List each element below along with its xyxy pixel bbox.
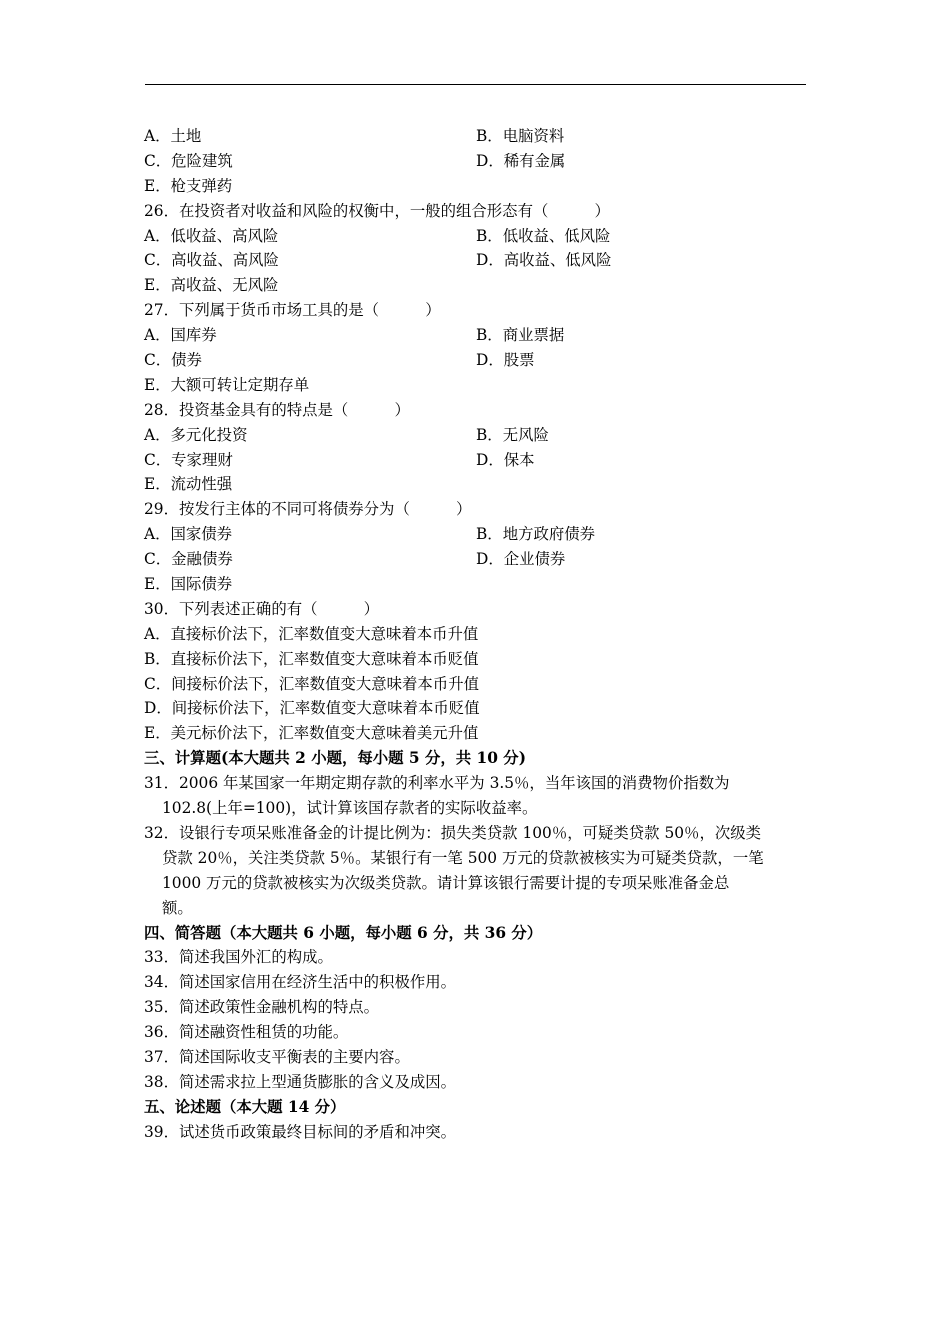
question-32-line-2: 贷款 20％，关注类贷款 5％。某银行有一笔 500 万元的贷款被核实为可疑类贷款，一笔 xyxy=(162,848,764,867)
header-rule xyxy=(145,84,806,85)
question-29-stem: 29．按发行主体的不同可将债券分为（ ） xyxy=(144,500,472,519)
q29-option-e: E．国际债券 xyxy=(144,575,233,594)
option-row xyxy=(144,248,808,273)
q27-option-a: A．国库券 xyxy=(144,326,217,345)
q29-option-c: C．金融债券 xyxy=(144,550,233,569)
question-32-line-4: 额。 xyxy=(162,898,193,917)
q28-option-b: B．无风险 xyxy=(476,425,549,444)
question-33: 33．简述我国外汇的构成。 xyxy=(144,948,333,967)
q30-option-e: E．美元标价法下，汇率数值变大意味着美元升值 xyxy=(144,724,479,743)
question-39: 39．试述货币政策最终目标间的矛盾和冲突。 xyxy=(144,1122,457,1141)
q29-option-a: A．国家债券 xyxy=(144,525,233,544)
question-35: 35．简述政策性金融机构的特点。 xyxy=(144,998,380,1017)
question-28-stem: 28．投资基金具有的特点是（ ） xyxy=(144,400,410,419)
q26-option-d: D．高收益、低风险 xyxy=(476,251,612,270)
option-row xyxy=(144,547,808,572)
option-row xyxy=(144,224,808,249)
option-e: E．枪支弹药 xyxy=(144,176,233,195)
q26-option-b: B．低收益、低风险 xyxy=(476,226,611,245)
q27-option-e: E．大额可转让定期存单 xyxy=(144,375,310,394)
q29-option-d: D．企业债券 xyxy=(476,550,566,569)
question-31-line-2: 102.8(上年=100)，试计算该国存款者的实际收益率。 xyxy=(162,799,538,818)
question-27-stem: 27．下列属于货币市场工具的是（ ） xyxy=(144,301,441,320)
exam-page xyxy=(144,124,808,1145)
option-row xyxy=(144,323,808,348)
question-32-line-1: 32．设银行专项呆账准备金的计提比例为：损失类贷款 100％，可疑类贷款 50％，次级类 xyxy=(144,823,762,842)
option-row xyxy=(144,124,808,149)
q26-option-e: E．高收益、无风险 xyxy=(144,276,279,295)
question-34: 34．简述国家信用在经济生活中的积极作用。 xyxy=(144,973,457,992)
option-row xyxy=(144,149,808,174)
q27-option-c: C．债券 xyxy=(144,351,202,370)
q27-option-d: D．股票 xyxy=(476,351,535,370)
option-row xyxy=(144,448,808,473)
option-c: C．危险建筑 xyxy=(144,151,233,170)
section-3-heading: 三、计算题(本大题共 2 小题，每小题 5 分，共 10 分) xyxy=(144,749,526,768)
question-30-stem: 30．下列表述正确的有（ ） xyxy=(144,599,380,618)
q30-option-b: B．直接标价法下，汇率数值变大意味着本币贬值 xyxy=(144,649,479,668)
q28-option-c: C．专家理财 xyxy=(144,450,233,469)
q30-option-d: D．间接标价法下，汇率数值变大意味着本币贬值 xyxy=(144,699,480,718)
question-36: 36．简述融资性租赁的功能。 xyxy=(144,1023,349,1042)
question-32-line-3: 1000 万元的贷款被核实为次级类贷款。请计算该银行需要计提的专项呆账准备金总 xyxy=(162,873,730,892)
option-d: D．稀有金属 xyxy=(476,151,566,170)
q28-option-a: A．多元化投资 xyxy=(144,425,248,444)
q27-option-b: B．商业票据 xyxy=(476,326,565,345)
section-4-heading: 四、简答题（本大题共 6 小题，每小题 6 分，共 36 分） xyxy=(144,923,543,942)
q26-option-c: C．高收益、高风险 xyxy=(144,251,279,270)
q30-option-c: C．间接标价法下，汇率数值变大意味着本币升值 xyxy=(144,674,479,693)
option-row xyxy=(144,423,808,448)
q26-option-a: A．低收益、高风险 xyxy=(144,226,279,245)
option-a: A．土地 xyxy=(144,127,202,145)
q29-option-b: B．地方政府债券 xyxy=(476,525,596,544)
question-31-line-1: 31．2006 年某国家一年期定期存款的利率水平为 3.5％，当年该国的消费物价指数为 xyxy=(144,774,730,793)
option-row xyxy=(144,348,808,373)
q28-option-d: D．保本 xyxy=(476,450,535,469)
q28-option-e: E．流动性强 xyxy=(144,475,233,494)
section-5-heading: 五、论述题（本大题 14 分） xyxy=(144,1097,346,1116)
question-38: 38．简述需求拉上型通货膨胀的含义及成因。 xyxy=(144,1072,457,1091)
q30-option-a: A．直接标价法下，汇率数值变大意味着本币升值 xyxy=(144,624,479,643)
question-37: 37．简述国际收支平衡表的主要内容。 xyxy=(144,1047,410,1066)
question-26-stem: 26．在投资者对收益和风险的权衡中，一般的组合形态有（ ） xyxy=(144,201,610,220)
option-b: B．电脑资料 xyxy=(476,127,565,145)
option-row xyxy=(144,522,808,547)
